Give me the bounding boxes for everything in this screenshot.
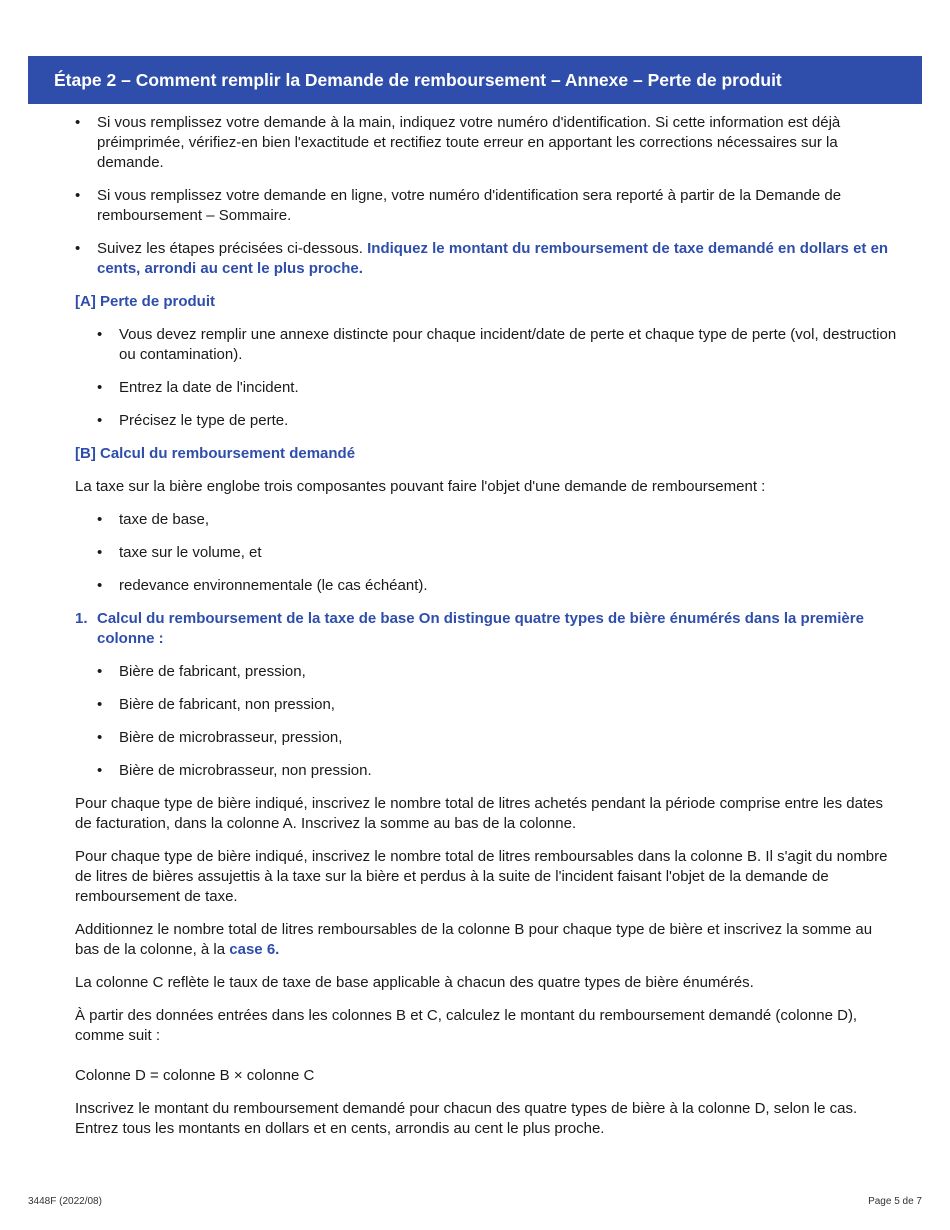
list-item: • Si vous remplissez votre demande à la main, indiquez votre numéro d'identification. Si cette information est déjà préimprimée, vérifiez-en bien l'exactitude et rectifiez toute erreur en apportant les corrections nécessaires sur la demande. xyxy=(75,114,841,171)
case-reference: case 6. xyxy=(229,941,280,958)
bullet-icon: • xyxy=(97,696,103,713)
formula: Colonne D = colonne B × colonne C xyxy=(75,1067,315,1084)
bullet-icon: • xyxy=(97,663,103,680)
banner-title: Étape 2 – Comment remplir la Demande de remboursement – Annexe – Perte de produit xyxy=(54,70,782,90)
subsection-1-heading: 1. Calcul du remboursement de la taxe de base On distingue quatre types de bière énumérés dans la première colonne : xyxy=(75,610,864,647)
form-id: 3448F (2022/08) xyxy=(28,1196,102,1207)
section-b-intro: La taxe sur la bière englobe trois composantes pouvant faire l'objet d'une demande de remboursement : xyxy=(75,478,766,495)
paragraph-column-b: Pour chaque type de bière indiqué, inscrivez le nombre total de litres remboursables dans la colonne B. Il s'agit du nombre de litres de bières assujettis à la taxe sur la bière et perdus à la suite de l'incident faisant l'objet de la demande de remboursement de taxe. xyxy=(75,848,888,905)
bullet-icon: • xyxy=(97,511,103,528)
bullet-icon: • xyxy=(97,326,103,343)
section-b-heading: [B] Calcul du remboursement demandé xyxy=(75,445,356,462)
paragraph-column-c: La colonne C reflète le taux de taxe de base applicable à chacun des quatre types de bière énumérés. xyxy=(75,974,754,991)
paragraph-column-d: À partir des données entrées dans les colonnes B et C, calculez le montant du remboursement demandé (colonne D), comme suit : xyxy=(75,1007,858,1044)
paragraph-instructions: Inscrivez le montant du remboursement demandé pour chacun des quatre types de bière à la colonne D, selon le cas. Entrez tous les montants en dollars et en cents, arrondis au cent le plus proche. xyxy=(75,1100,858,1137)
list-item: • Entrez la date de l'incident. xyxy=(97,379,299,396)
bullet-icon: • xyxy=(97,729,103,746)
paragraph-column-a: Pour chaque type de bière indiqué, inscrivez le nombre total de litres achetés pendant la période comprise entre les dates de facturation, dans la colonne A. Inscrivez la somme au bas de la colonne. xyxy=(75,795,883,832)
list-item: • Suivez les étapes précisées ci-dessous. Indiquez le montant du remboursement de taxe demandé en dollars et en cents, arrondi au cent le plus proche. xyxy=(75,240,889,277)
bullet-icon: • xyxy=(75,240,81,257)
list-item: • Bière de fabricant, non pression, xyxy=(97,696,335,713)
page-content xyxy=(75,113,900,1152)
bullet-icon: • xyxy=(97,762,103,779)
section-a-heading: [A] Perte de produit xyxy=(75,293,216,310)
list-item: • Bière de microbrasseur, non pression. xyxy=(97,762,372,779)
bullet-icon: • xyxy=(97,412,103,429)
list-item: • Précisez le type de perte. xyxy=(97,412,289,429)
list-item: • taxe sur le volume, et xyxy=(97,544,262,561)
bullet-icon: • xyxy=(97,577,103,594)
bullet-icon: • xyxy=(97,544,103,561)
page-number: Page 5 de 7 xyxy=(868,1196,922,1207)
list-item: • Bière de fabricant, pression, xyxy=(97,663,306,680)
list-item: • Si vous remplissez votre demande en ligne, votre numéro d'identification sera reporté à partir de la Demande de remboursement – Sommaire. xyxy=(75,187,842,224)
list-item: • Bière de microbrasseur, pression, xyxy=(97,729,343,746)
bullet-icon: • xyxy=(75,187,81,204)
list-item: • Vous devez remplir une annexe distincte pour chaque incident/date de perte et chaque type de perte (vol, destruction ou contamination). xyxy=(97,326,897,363)
list-item: • taxe de base, xyxy=(97,511,210,528)
bullet-icon: • xyxy=(75,114,81,131)
list-item: • redevance environnementale (le cas échéant). xyxy=(97,577,428,594)
section-banner xyxy=(28,56,922,104)
bullet-icon: • xyxy=(97,379,103,396)
emphasis-text: Indiquez le montant du remboursement de taxe demandé en dollars et en cents, arrondi au cent le plus proche. xyxy=(97,240,889,277)
paragraph-sum: Additionnez le nombre total de litres remboursables de la colonne B pour chaque type de bière et inscrivez la somme au bas de la colonne, à la case 6. xyxy=(75,921,873,958)
